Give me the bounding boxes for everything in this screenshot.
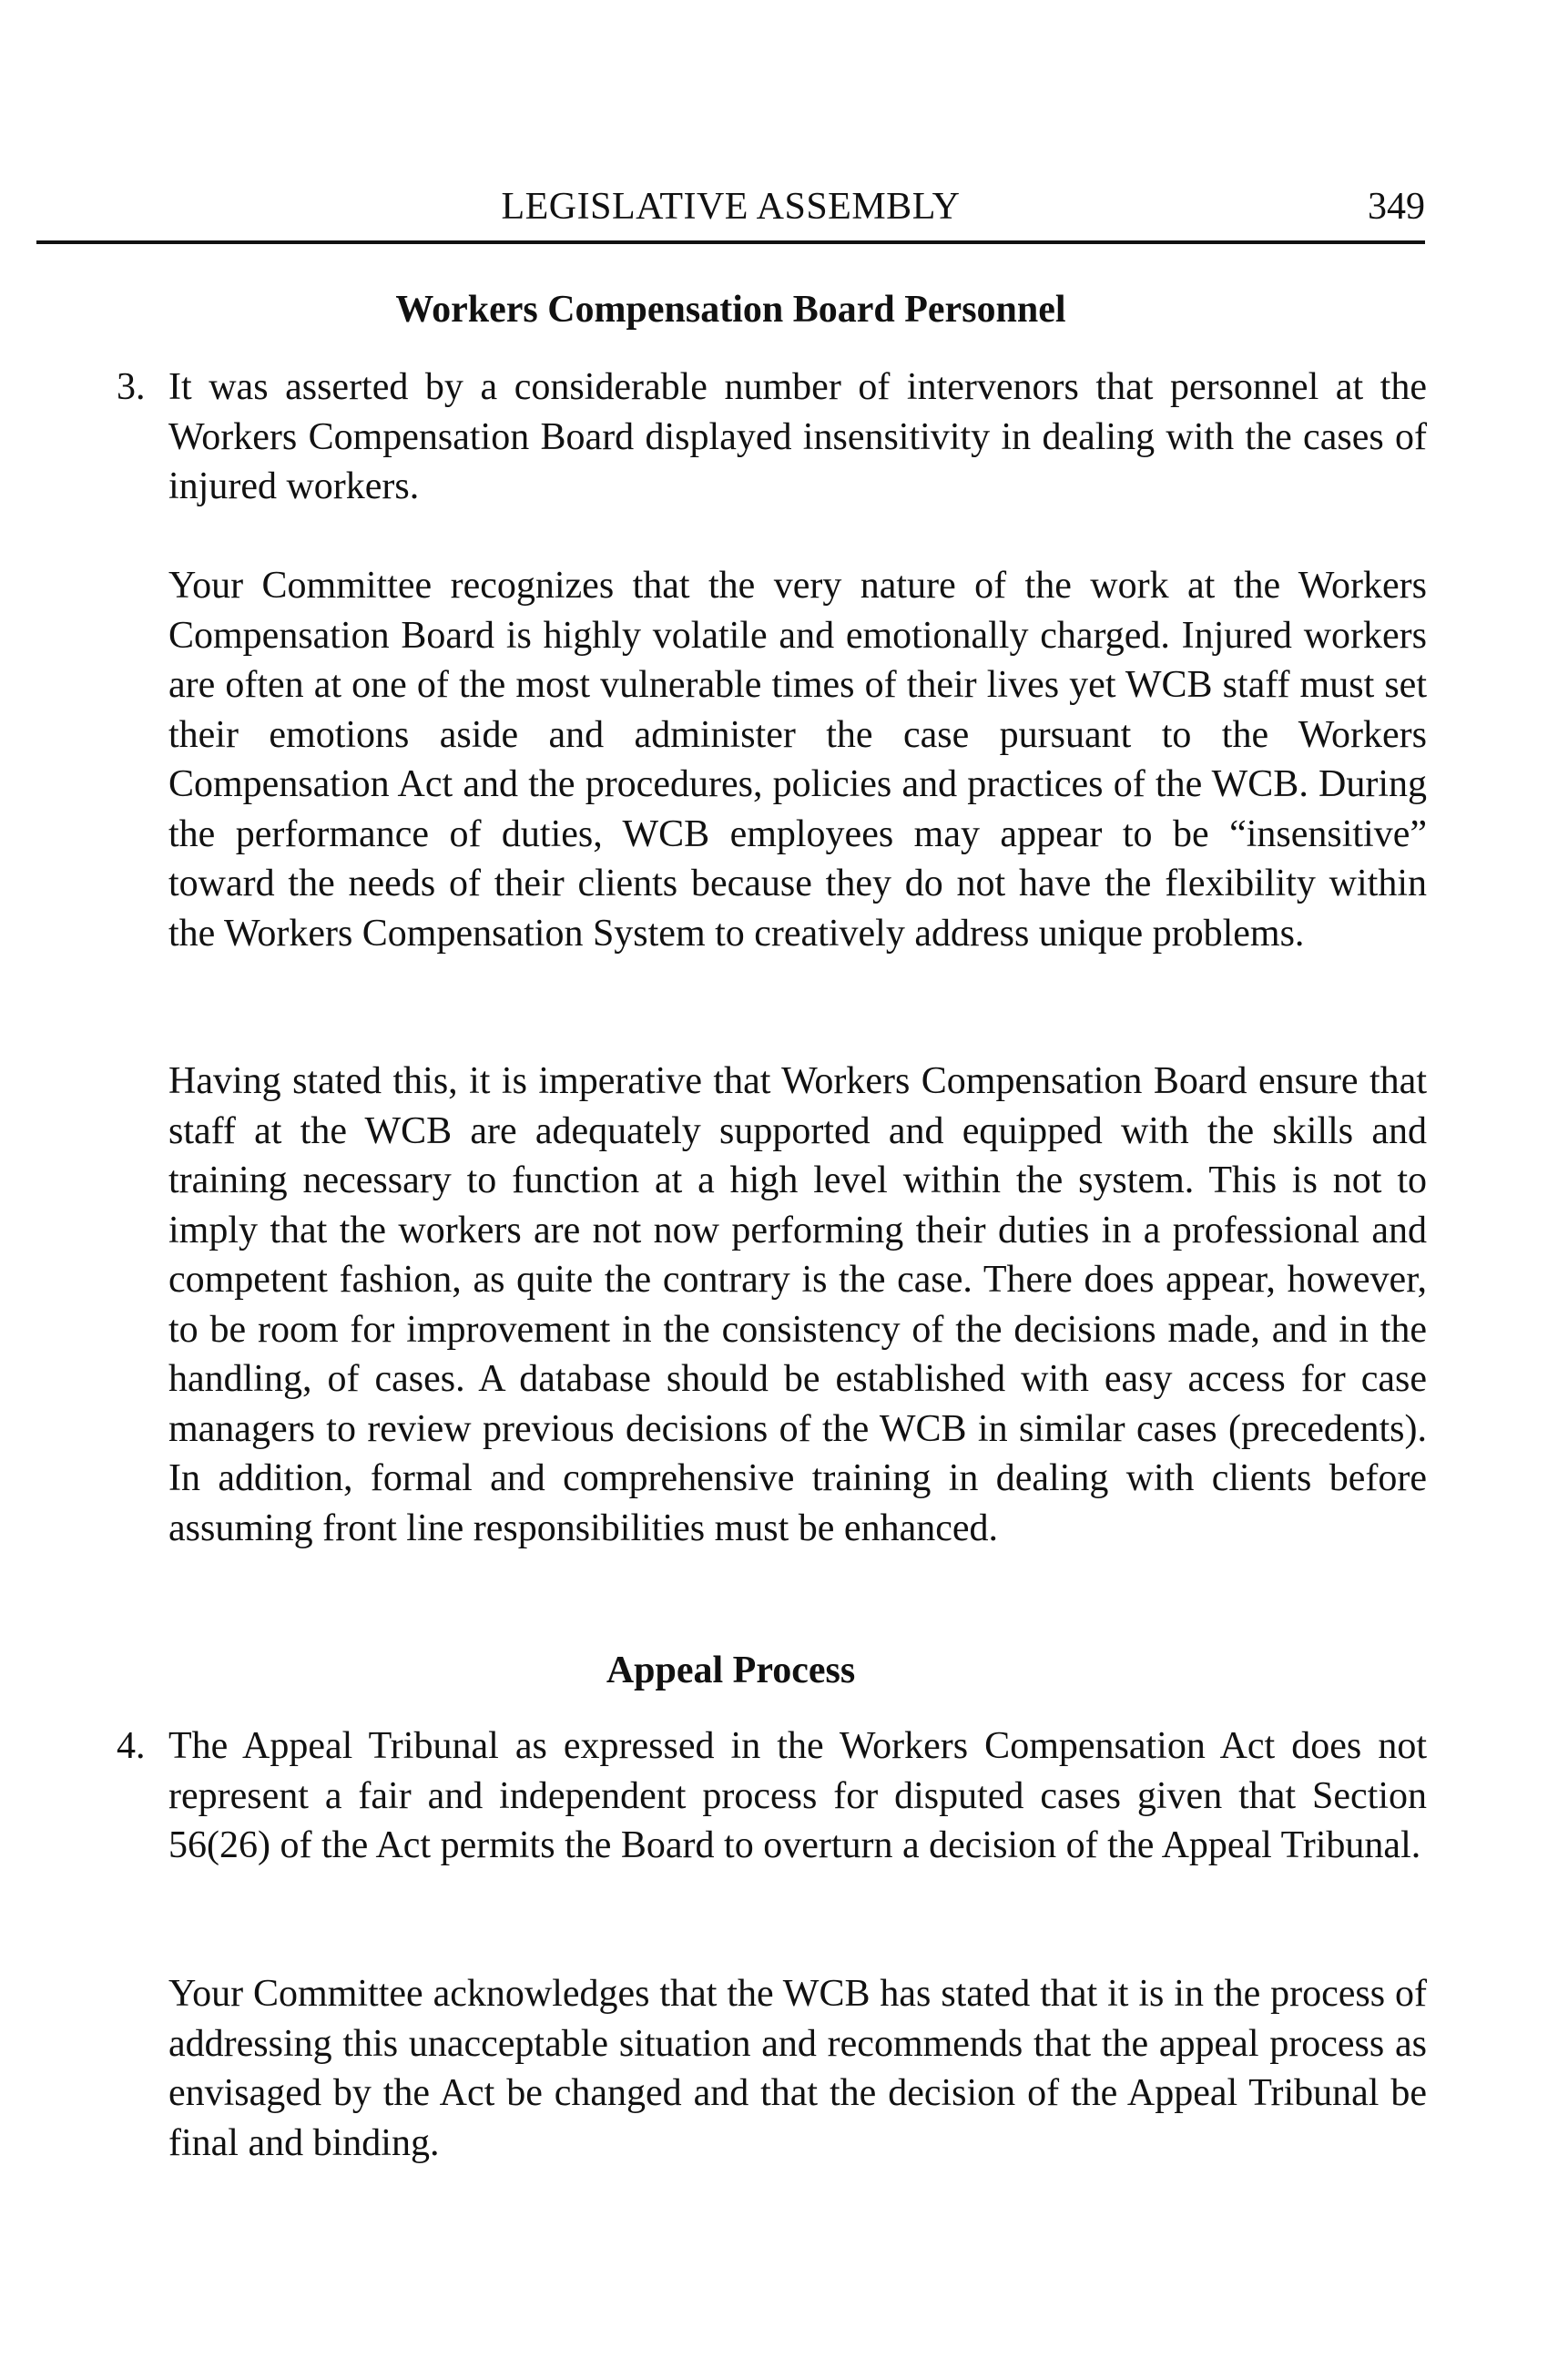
paragraph-text: It was asserted by a considerable number of intervenors that personnel at the Workers Compensation Board displayed insensitivity in dealing with the cases of injured workers. xyxy=(168,366,1427,507)
paragraph-text: The Appeal Tribunal as expressed in the Workers Compensation Act does not represent a fair and independent process for disputed cases given that Section 56(26) of the Act permits the Board to overturn a decision of the Appeal Tribunal. xyxy=(168,1725,1427,1866)
paragraph-3-imperative xyxy=(168,1057,1427,1553)
paragraph-4-intro xyxy=(168,1721,1427,1871)
paragraph-text: Your Committee acknowledges that the WCB has stated that it is in the process of addressing this unacceptable situation and recommends that the appeal process as envisaged by the Act be changed and that the decision of the Appeal Tribunal be final and binding. xyxy=(168,1973,1427,2164)
paragraph-3-intro xyxy=(168,363,1427,512)
item-number-4: 4. xyxy=(117,1725,146,1767)
paragraph-3-committee xyxy=(168,561,1427,958)
paragraph-text: Having stated this, it is imperative that Workers Compensation Board ensure that staff at the WCB are adequately supported and equipped with the skills and training necessary to function at a high level within the system. This is not to imply that the workers are not now performing their duties in a professional and competent fashion, as quite the contrary is the case. There does appear, however, to be room for improvement in the consistency of the decisions made, and in the handling, of cases. A database should be established with easy access for case managers to review previous decisions of the WCB in similar cases (precedents). In addition, formal and comprehensive training in dealing with clients before assuming front line responsibilities must be enhanced. xyxy=(168,1060,1427,1549)
header-title: LEGISLATIVE ASSEMBLY xyxy=(501,186,961,228)
section-heading-wcb-personnel: Workers Compensation Board Personnel xyxy=(395,289,1066,331)
paragraph-4-committee xyxy=(168,1969,1427,2168)
paragraph-text: Your Committee recognizes that the very nature of the work at the Workers Compensation Board is highly volatile and emotionally charged. Injured workers are often at one of the most vulnerable times of their lives yet WCB staff must set their emotions aside and administer the case pursuant to the Workers Compensation Act and the procedures, policies and practices of the WCB. During the performance of duties, WCB employees may appear to be “insensitive” toward the needs of their clients because they do not have the flexibility within the Workers Compensation System to creatively address unique problems. xyxy=(168,565,1427,955)
page-number: 349 xyxy=(1368,186,1425,228)
item-number-3: 3. xyxy=(117,366,146,408)
running-header xyxy=(36,180,1425,244)
section-heading-appeal-process: Appeal Process xyxy=(606,1650,856,1691)
